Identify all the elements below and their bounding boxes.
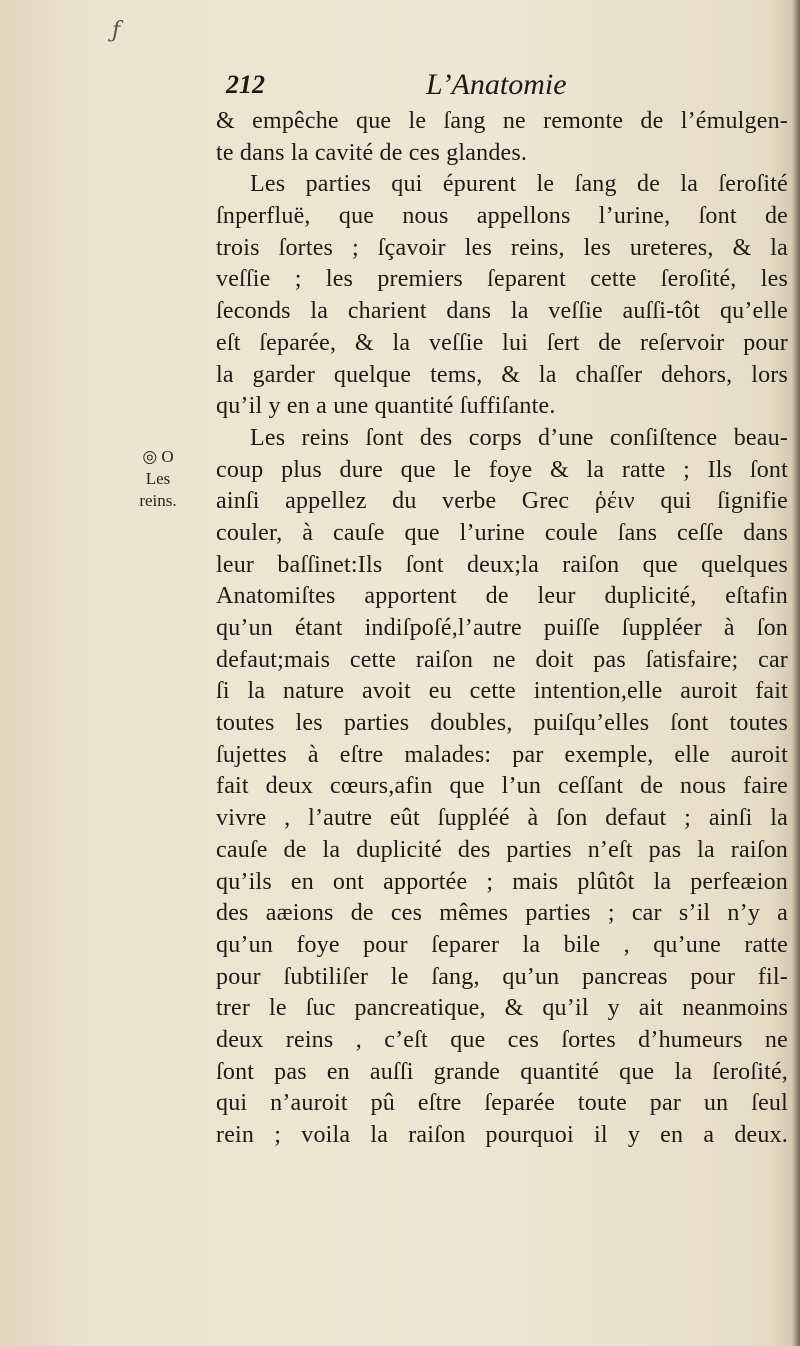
text-line: qui n’auroit pû eſtre ſeparée toute par un ſeul [216, 1090, 788, 1117]
body-text [216, 106, 788, 1152]
running-head: L’Anatomie [426, 68, 567, 101]
text-line: defaut;mais cette raiſon ne doit pas ſatisfaire; car [216, 646, 788, 673]
text-line: leur baſſinet:Ils ſont deux;la raiſon que quelques [216, 551, 788, 578]
margin-note [118, 446, 198, 512]
text-line: veſſie ; les premiers ſeparent cette ſeroſité, les [216, 266, 788, 293]
text-line: ſnperfluë, que nous appellons l’urine, ſont de [216, 203, 788, 230]
text-line: deux reins , c’eſt que ces ſortes d’humeurs ne [216, 1026, 788, 1053]
text-line: qu’un étant indiſpoſé,l’autre puiſſe ſuppléer à ſon [216, 615, 788, 641]
text-line: toutes les parties doubles, puiſqu’elles ſont toutes [216, 710, 788, 737]
page-header [226, 70, 746, 106]
text-line: pour ſubtiliſer le ſang, qu’un pancreas pour fil- [216, 963, 788, 990]
text-line: cauſe de la duplicité des parties n’eſt pas la raiſon [216, 836, 788, 863]
text-line: Les reins ſont des corps d’une conſiſtence beau- [250, 424, 788, 451]
text-line: ainſi appellez du verbe Grec ῥέιν qui ſignifie [216, 488, 788, 515]
text-line: rein ; voila la raiſon pourquoi il y en a deux. [216, 1122, 788, 1148]
text-line: qu’il y en a une quantité ſuffiſante. [216, 393, 556, 420]
page-edge-shadow [792, 0, 800, 1346]
text-line: qu’un foye pour ſeparer la bile , qu’une ratte [216, 931, 788, 958]
text-line: Les parties qui épurent le ſang de la ſeroſité [250, 171, 788, 198]
text-line: vivre , l’autre eût ſuppléé à ſon defaut ; ainſi la [216, 805, 788, 832]
text-line: ſont pas en auſſi grande quantité que la ſeroſité, [216, 1058, 788, 1085]
margin-note-line: reins. [139, 491, 177, 510]
text-line: ſeconds la charient dans la veſſie auſſi-tôt qu’elle [216, 298, 788, 325]
page-number: 212 [226, 70, 265, 99]
text-line: la garder quelque tems, & la chaſſer dehors, lors [216, 361, 788, 388]
corner-pen-mark: ƒ [112, 18, 121, 43]
margin-note-line: ◎ O [142, 447, 174, 466]
text-line: te dans la cavité de ces glandes. [216, 139, 528, 166]
text-line: ſujettes à eſtre malades: par exemple, elle auroit [216, 741, 788, 768]
text-line: coup plus dure que le foye & la ratte ; Ils ſont [216, 456, 788, 483]
text-line: trer le ſuc pancreatique, & qu’il y ait neanmoins [216, 995, 788, 1022]
margin-note-line: Les [145, 469, 171, 488]
text-line: qu’ils en ont apportée ; mais plûtôt la perfeæion [216, 868, 788, 895]
text-line: & empêche que le ſang ne remonte de l’émulgen- [216, 108, 788, 134]
text-line: fait deux cœurs,afin que l’un ceſſant de nous faire [216, 773, 788, 800]
text-line: eſt ſeparée, & la veſſie lui ſert de reſervoir pour [216, 329, 788, 356]
text-line: couler, à cauſe que l’urine coule ſans ceſſe dans [216, 519, 788, 546]
text-line: Anatomiſtes apportent de leur duplicité, eſtafin [216, 583, 788, 610]
text-line: ſi la nature avoit eu cette intention,elle auroit fait [216, 678, 788, 705]
text-line: trois ſortes ; ſçavoir les reins, les ureteres, & la [216, 234, 788, 261]
text-line: des aæions de ces mêmes parties ; car s’il n’y a [216, 900, 788, 927]
